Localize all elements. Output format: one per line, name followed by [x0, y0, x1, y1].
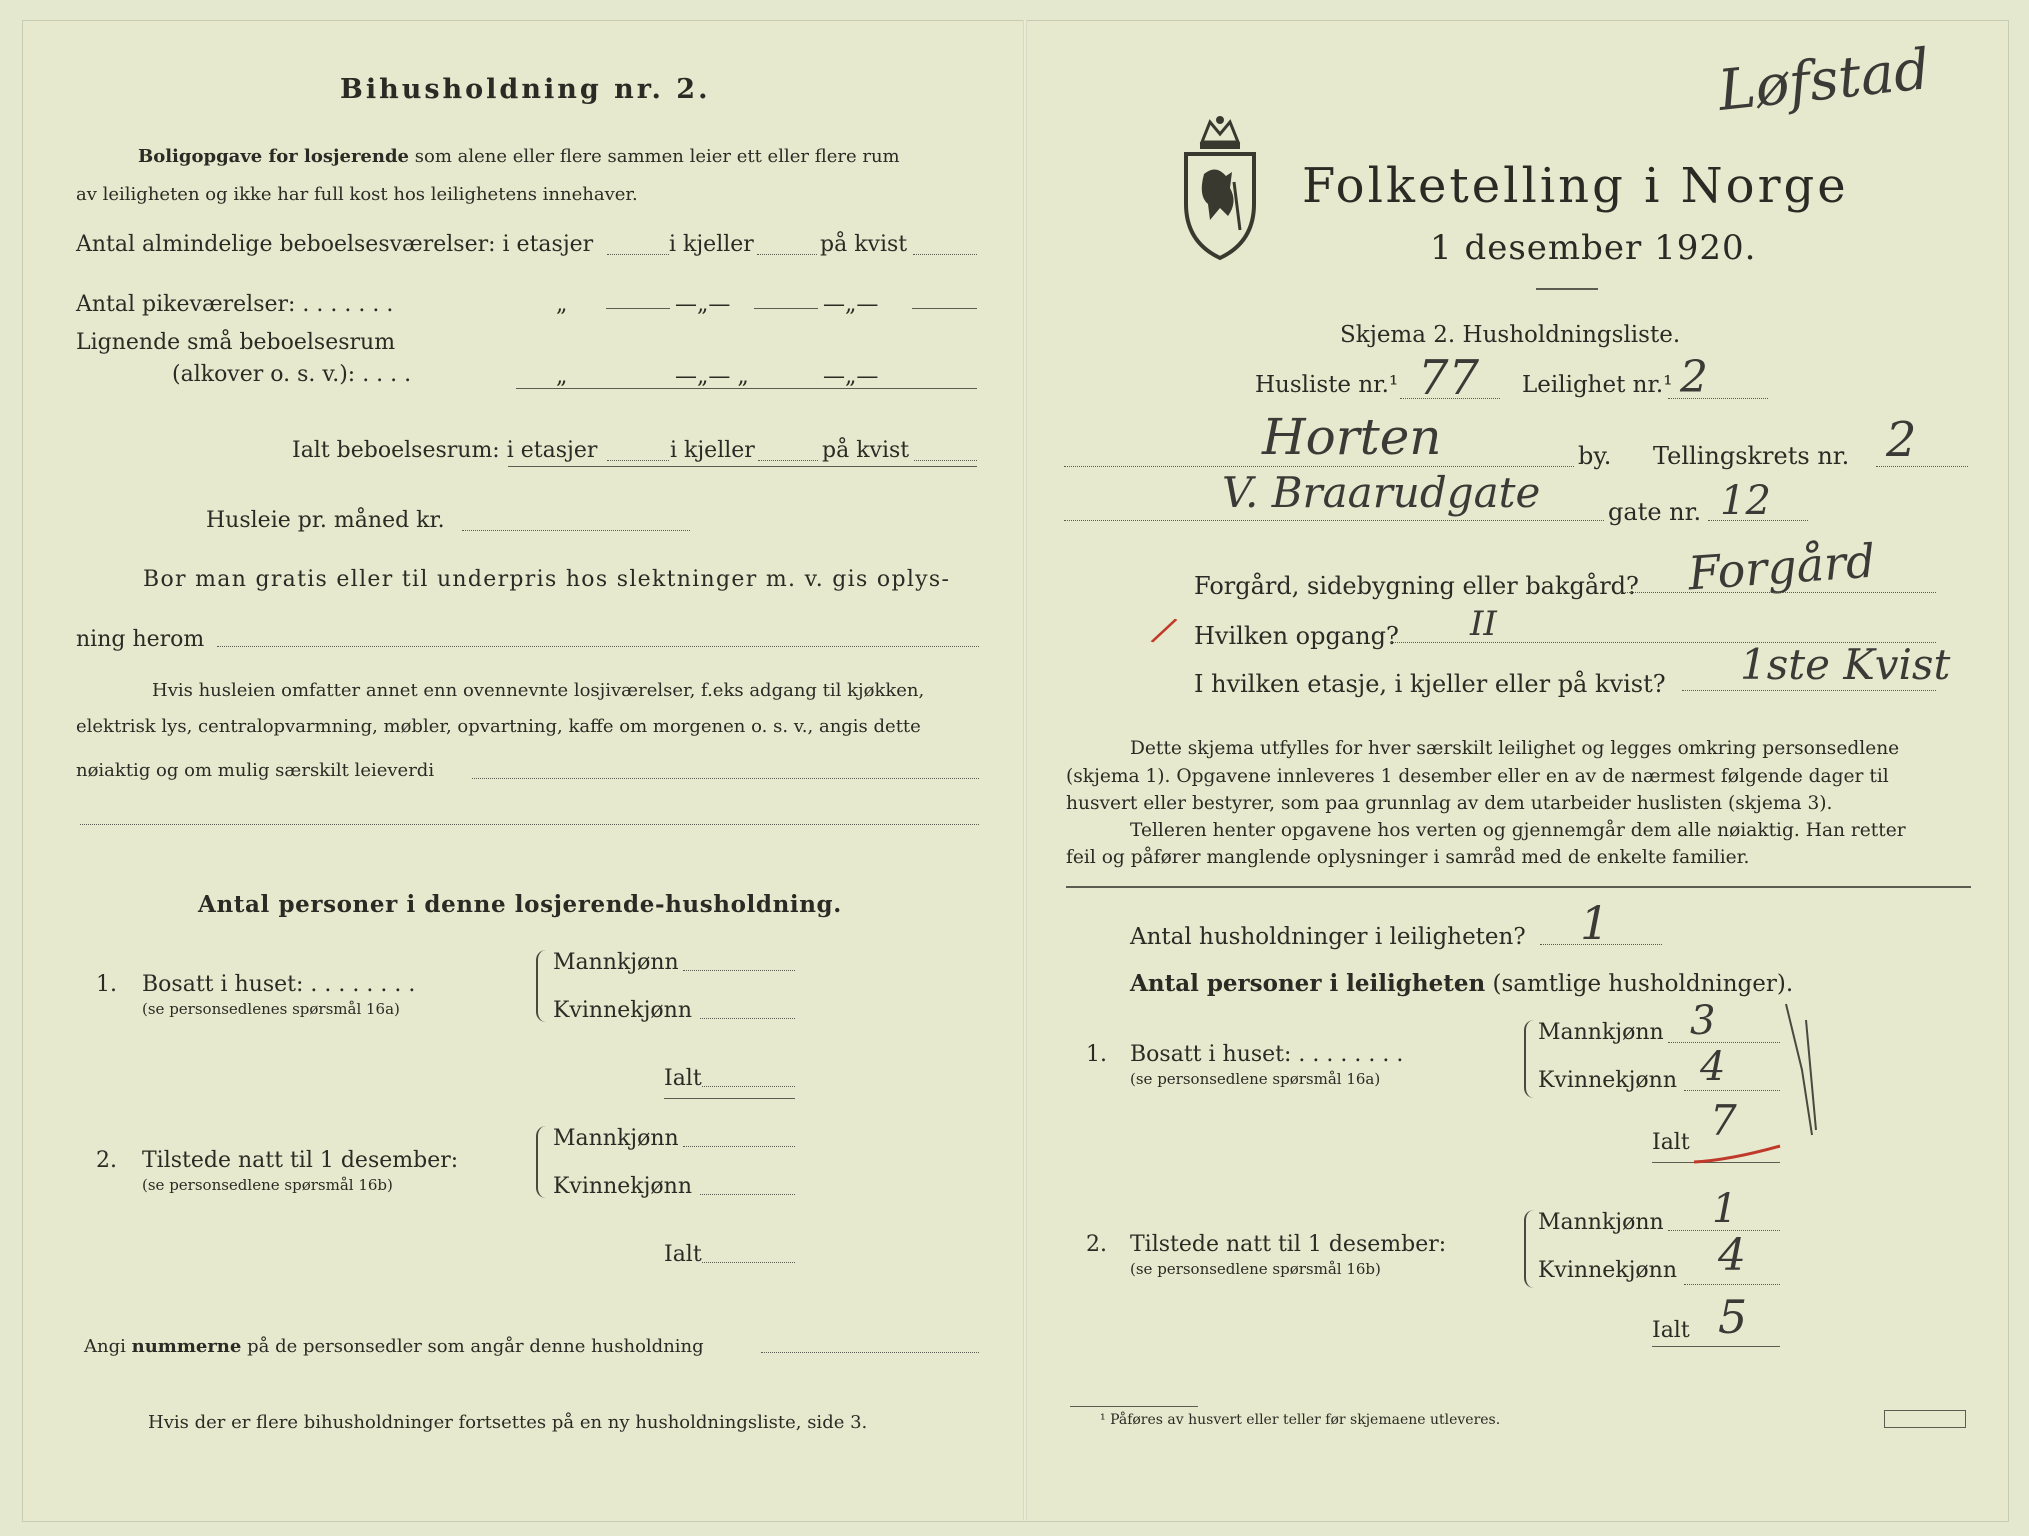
left-q1-ialt-label: Ialt — [664, 1066, 702, 1091]
ialt-underline — [508, 466, 977, 467]
gate-nr-field — [1708, 520, 1808, 521]
hvis-line-3: nøiaktig og om mulig særskilt leieverdi — [76, 760, 435, 781]
left-q1-kvinne-label: Kvinnekjønn — [553, 998, 692, 1023]
ditto-mark: —„— „ — [675, 364, 749, 389]
left-antal-personer-title: Antal personer i denne losjerende-husholdning. — [198, 891, 842, 918]
bor-field[interactable] — [217, 646, 979, 647]
left-q1-ialt-underline — [664, 1098, 795, 1099]
by-value[interactable]: Horten — [1262, 408, 1442, 466]
ialt-etasjer-field[interactable] — [607, 460, 669, 461]
right-q1-mann-value[interactable]: 3 — [1690, 998, 1716, 1044]
leieverdi-field-2[interactable] — [80, 824, 979, 825]
leilighet-field — [1668, 398, 1768, 399]
intro-line-1 — [138, 146, 900, 167]
left-q1-brace — [536, 950, 548, 1022]
dette-line-3: husvert eller bestyrer, som paa grunnlag av dem utarbeider huslisten (skjema 3). — [1066, 793, 1833, 814]
ditto-mark: —„— — [823, 292, 879, 317]
right-q1-num: 1. — [1086, 1042, 1107, 1067]
bor-line-1: Bor man gratis eller til underpris hos slektninger m. v. gis oplys- — [143, 567, 951, 592]
alm-kjeller-field[interactable] — [757, 254, 817, 255]
ialt-kjeller-label: i kjeller — [670, 438, 755, 463]
intro-line-2: av leiligheten og ikke har full kost hos leilighetens innehaver. — [76, 184, 638, 205]
left-q1-sub: (se personsedlenes spørsmål 16a) — [142, 1000, 400, 1018]
right-q1-label: Bosatt i huset: . . . . . . . . — [1130, 1042, 1404, 1067]
left-q2-num: 2. — [96, 1148, 117, 1173]
footnote: ¹ Påføres av husvert eller teller før skjemaene utleveres. — [1100, 1412, 1501, 1428]
antal-pike-label: Antal pikeværelser: . . . . . . . — [76, 292, 394, 317]
right-q1-ialt-value[interactable]: 7 — [1710, 1096, 1737, 1145]
red-correction-stroke-icon — [1690, 1138, 1790, 1168]
right-q2-brace — [1524, 1210, 1536, 1288]
left-footer: Hvis der er flere bihusholdninger fortsettes på en ny husholdningsliste, side 3. — [148, 1412, 868, 1433]
left-q2-kvinne-label: Kvinnekjønn — [553, 1174, 692, 1199]
opgang-value[interactable]: II — [1470, 604, 1497, 644]
etasje-field — [1682, 690, 1936, 691]
gate-nr-value[interactable]: 12 — [1720, 478, 1771, 524]
left-q1-mann-field[interactable] — [683, 970, 795, 971]
right-q2-kvinne-value[interactable]: 4 — [1718, 1230, 1746, 1281]
forgaard-field — [1620, 592, 1936, 593]
angi-field[interactable] — [761, 1352, 979, 1353]
check-bracket-icon — [1782, 1000, 1822, 1140]
antal-pers-bold: Antal personer i leiligheten — [1130, 970, 1486, 997]
left-title: Bihusholdning nr. 2. — [340, 74, 711, 105]
alm-etasjer-field[interactable] — [607, 254, 669, 255]
krets-field — [1876, 466, 1968, 467]
left-q2-brace — [536, 1126, 548, 1198]
dette-line-5: feil og påfører manglende oplysninger i samråd med de enkelte familier. — [1066, 847, 1750, 868]
by-field — [1064, 466, 1574, 467]
antal-alm-label: Antal almindelige beboelsesværelser: i etasjer — [76, 232, 594, 257]
antal-hush-value[interactable]: 1 — [1580, 896, 1610, 950]
right-date: 1 desember 1920. — [1430, 228, 1757, 268]
right-q1-sub: (se personsedlene spørsmål 16a) — [1130, 1070, 1381, 1088]
right-q2-label: Tilstede natt til 1 desember: — [1130, 1232, 1447, 1257]
left-q1-kvinne-field[interactable] — [700, 1018, 795, 1019]
handwritten-name: Løfstad — [1715, 37, 1933, 124]
ditto-mark: —„— — [675, 292, 731, 317]
etasje-label: I hvilken etasje, i kjeller eller på kvist? — [1194, 670, 1666, 698]
ialt-kvist-field[interactable] — [914, 460, 977, 461]
husliste-field — [1400, 398, 1500, 399]
left-q2-mann-field[interactable] — [683, 1146, 795, 1147]
alm-kvist-label: på kvist — [820, 232, 908, 257]
angi-bold: nummerne — [131, 1336, 242, 1357]
hvis-line-1: Hvis husleien omfatter annet enn ovennevnte losjiværelser, f.eks adgang til kjøkken, — [152, 680, 925, 701]
right-q2-mann-label: Mannkjønn — [1538, 1210, 1664, 1235]
right-q2-num: 2. — [1086, 1232, 1107, 1257]
pike-etasjer-field[interactable] — [606, 308, 670, 309]
krets-value[interactable]: 2 — [1886, 412, 1917, 468]
section-rule — [1066, 886, 1971, 888]
gate-label: gate nr. — [1608, 498, 1702, 526]
skjema-label: Skjema 2. Husholdningsliste. — [1340, 322, 1681, 348]
norway-coat-of-arms-icon — [1180, 112, 1260, 262]
intro-bold: Boligopgave for losjerende — [138, 146, 410, 167]
left-q1-label: Bosatt i huset: . . . . . . . . — [142, 972, 416, 997]
right-q2-mann-value[interactable]: 1 — [1712, 1186, 1738, 1232]
leilighet-label: Leilighet nr.¹ — [1522, 372, 1673, 398]
angi-pre: Angi — [84, 1336, 126, 1357]
printer-stamp — [1884, 1410, 1966, 1428]
husliste-value[interactable]: 77 — [1418, 350, 1480, 406]
etasje-value[interactable]: 1ste Kvist — [1740, 640, 1951, 689]
right-q1-mann-label: Mannkjønn — [1538, 1020, 1664, 1045]
ialt-kjeller-field[interactable] — [758, 460, 818, 461]
ialt-beboelsesrum-label: Ialt beboelsesrum: i etasjer — [292, 438, 598, 463]
left-q1-mann-label: Mannkjønn — [553, 950, 679, 975]
angi-post: på de personsedler som angår denne husholdning — [247, 1336, 704, 1357]
right-q1-brace — [1524, 1020, 1536, 1098]
red-tick-mark: / — [1151, 609, 1177, 652]
ditto-mark: —„— — [823, 364, 879, 389]
husleie-label: Husleie pr. måned kr. — [206, 508, 445, 533]
right-q1-ialt-label: Ialt — [1652, 1130, 1690, 1155]
gate-value[interactable]: V. Braarudgate — [1222, 468, 1541, 517]
right-q2-ialt-label: Ialt — [1652, 1318, 1690, 1343]
ditto-mark: „ — [556, 292, 568, 317]
antal-pers-line — [1130, 970, 1793, 997]
forgaard-value[interactable]: Forgård — [1686, 533, 1878, 601]
left-q2-ialt-label: Ialt — [664, 1242, 702, 1267]
dette-line-2: (skjema 1). Opgavene innleveres 1 desember eller en av de nærmest følgende dager til — [1066, 766, 1889, 787]
leieverdi-field[interactable] — [472, 778, 979, 779]
bor-line-2: ning herom — [76, 627, 205, 652]
ialt-kvist-label: på kvist — [822, 438, 910, 463]
right-q2-ialt-underline — [1652, 1346, 1780, 1347]
right-q1-mann-field — [1668, 1042, 1780, 1043]
antal-hush-label: Antal husholdninger i leiligheten? — [1130, 924, 1526, 950]
right-q1-kvinne-field — [1684, 1090, 1780, 1091]
husliste-label: Husliste nr.¹ — [1255, 372, 1399, 398]
right-q2-sub: (se personsedlene spørsmål 16b) — [1130, 1260, 1381, 1278]
gate-field — [1064, 520, 1604, 521]
antal-hush-field — [1540, 944, 1662, 945]
forgaard-label: Forgård, sidebygning eller bakgård? — [1194, 572, 1639, 600]
left-q1-ialt-field[interactable] — [702, 1086, 795, 1087]
alm-kjeller-label: i kjeller — [669, 232, 754, 257]
lignende-label-2: (alkover o. s. v.): . . . . — [172, 362, 412, 387]
krets-label: Tellingskrets nr. — [1653, 442, 1850, 470]
ditto-mark: „ — [556, 364, 568, 389]
antal-pers-rest: (samtlige husholdninger). — [1492, 971, 1794, 997]
right-q1-kvinne-label: Kvinnekjønn — [1538, 1068, 1677, 1093]
leilighet-value[interactable]: 2 — [1680, 352, 1708, 403]
opgang-label: Hvilken opgang? — [1194, 622, 1399, 650]
intro-rest-1: som alene eller flere sammen leier ett eller flere rum — [414, 146, 900, 167]
right-q2-kvinne-field — [1684, 1284, 1780, 1285]
title-rule — [1536, 288, 1598, 290]
pike-kvist-field[interactable] — [912, 308, 977, 309]
left-q2-ialt-field[interactable] — [702, 1262, 795, 1263]
left-q2-label: Tilstede natt til 1 desember: — [142, 1148, 459, 1173]
dette-line-1: Dette skjema utfylles for hver særskilt leilighet og legges omkring personsedlene — [1130, 738, 1900, 759]
dette-line-4: Telleren henter opgavene hos verten og gjennemgår dem alle nøiaktig. Han retter — [1130, 820, 1906, 841]
footnote-rule — [1070, 1406, 1198, 1407]
hvis-line-2: elektrisk lys, centralopvarmning, møbler, opvartning, kaffe om morgenen o. s. v., angis dette — [76, 716, 921, 737]
right-q2-kvinne-label: Kvinnekjønn — [1538, 1258, 1677, 1283]
alm-kvist-field[interactable] — [913, 254, 977, 255]
center-fold — [1023, 20, 1027, 1520]
right-q2-ialt-value[interactable]: 5 — [1718, 1290, 1748, 1344]
left-q1-num: 1. — [96, 972, 117, 997]
left-q2-sub: (se personsedlene spørsmål 16b) — [142, 1176, 393, 1194]
by-label: by. — [1578, 442, 1612, 470]
left-q2-kvinne-field[interactable] — [700, 1194, 795, 1195]
right-title: Folketelling i Norge — [1302, 158, 1849, 214]
husleie-field[interactable] — [462, 530, 690, 531]
left-q2-mann-label: Mannkjønn — [553, 1126, 679, 1151]
pike-kjeller-field[interactable] — [754, 308, 818, 309]
angi-line — [84, 1336, 704, 1357]
right-q1-kvinne-value[interactable]: 4 — [1700, 1044, 1726, 1090]
lignende-label-1: Lignende små beboelsesrum — [76, 330, 396, 355]
